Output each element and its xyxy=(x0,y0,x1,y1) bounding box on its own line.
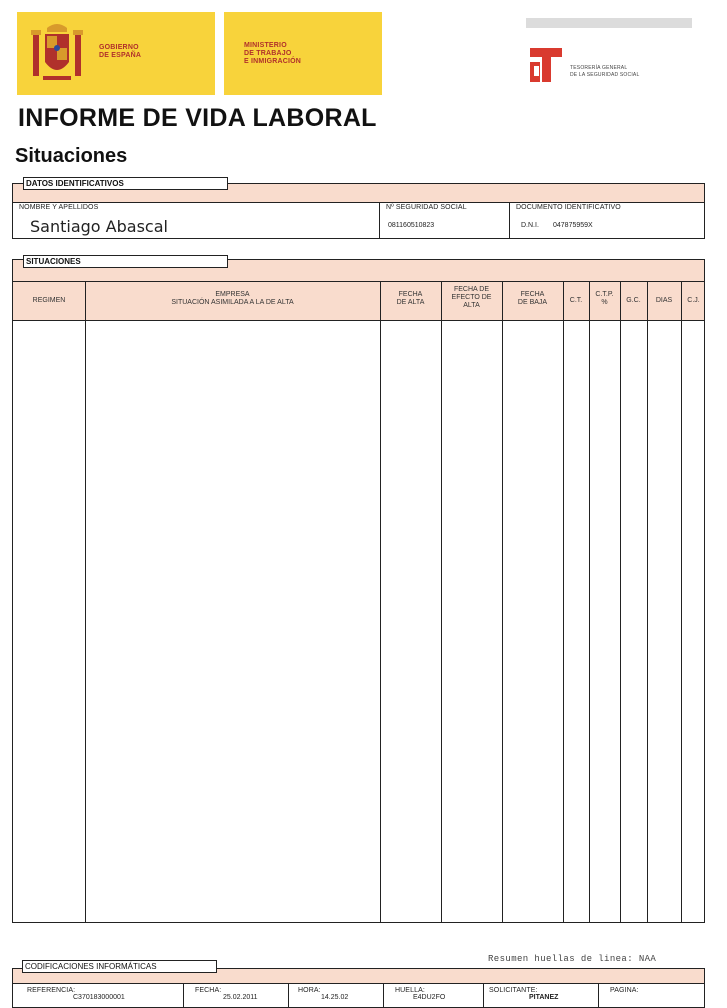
tgss-logo-icon xyxy=(530,48,564,84)
gobierno-logo-block xyxy=(17,12,215,95)
situaciones-table xyxy=(12,259,705,923)
resumen-huellas: Resumen huellas de linea: NAA xyxy=(488,954,657,964)
solicitante-value: PITANEZ xyxy=(529,994,559,1001)
ministerio-line-3: E INMIGRACIÓN xyxy=(244,58,302,65)
hora-label: HORA: xyxy=(298,987,321,994)
col-dias: DIAS xyxy=(655,297,673,304)
fecha-value: 25.02.2011 xyxy=(223,994,258,1001)
nss-label: Nº SEGURIDAD SOCIAL xyxy=(386,204,467,211)
col-cj: C.J. xyxy=(687,297,700,304)
col-fecha-baja xyxy=(502,291,563,307)
col-gc: G.C. xyxy=(626,297,641,304)
gobierno-line-2: DE ESPAÑA xyxy=(99,52,142,59)
pagina-label: PAGINA: xyxy=(610,987,639,994)
codificaciones-section xyxy=(12,968,705,1008)
nombre-label: NOMBRE Y APELLIDOS xyxy=(19,204,99,211)
page-subtitle: Situaciones xyxy=(15,145,128,167)
col-fecha-alta xyxy=(380,291,441,307)
col-regimen: REGIMEN xyxy=(32,297,66,304)
nombre-value: Santiago Abascal xyxy=(30,217,168,236)
datos-identificativos-section xyxy=(12,183,705,239)
doc-label: DOCUMENTO IDENTIFICATIVO xyxy=(516,204,621,211)
doc-type: D.N.I. xyxy=(521,222,539,229)
codificaciones-section-tag: CODIFICACIONES INFORMÁTICAS xyxy=(22,960,217,973)
fecha-label: FECHA: xyxy=(195,987,222,994)
gobierno-line-1: GOBIERNO xyxy=(99,44,139,51)
datos-section-tag: DATOS IDENTIFICATIVOS xyxy=(23,177,228,190)
hora-value: 14.25.02 xyxy=(321,994,349,1001)
col-fecha-alta-line1: FECHA xyxy=(398,291,423,298)
referencia-label: REFERENCIA: xyxy=(27,987,76,994)
col-ctp-line1: C.T.P. xyxy=(595,291,614,298)
col-fecha-alta-line2: DE ALTA xyxy=(396,299,425,306)
doc-value: 047875959X xyxy=(553,222,593,229)
referencia-value: C370183000001 xyxy=(73,994,125,1001)
tgss-line-2: DE LA SEGURIDAD SOCIAL xyxy=(570,72,640,78)
col-baja-line1: FECHA xyxy=(520,291,545,298)
ministerio-logo-block xyxy=(224,12,382,95)
huella-label: HUELLA: xyxy=(395,987,425,994)
nss-value: 081160510823 xyxy=(388,222,435,229)
tgss-line-1: TESORERÍA GENERAL xyxy=(570,65,628,71)
col-empresa xyxy=(85,291,380,307)
ministerio-line-2: DE TRABAJO xyxy=(244,50,292,57)
huella-value: E4DU2FO xyxy=(413,994,446,1001)
col-efecto-line2: EFECTO DE xyxy=(451,294,492,301)
col-empresa-line2: SITUACIÓN ASIMILADA A LA DE ALTA xyxy=(171,299,294,306)
page-title: INFORME DE VIDA LABORAL xyxy=(18,104,377,132)
col-baja-line2: DE BAJA xyxy=(517,299,548,306)
col-efecto-line1: FECHA DE xyxy=(453,286,489,293)
col-empresa-line1: EMPRESA xyxy=(215,291,250,298)
situaciones-section-tag: SITUACIONES xyxy=(23,255,228,268)
col-ctp xyxy=(589,291,620,307)
redacted-bar xyxy=(526,18,692,28)
coat-of-arms-icon xyxy=(29,22,85,88)
ministerio-line-1: MINISTERIO xyxy=(244,42,287,49)
col-ctp-line2: % xyxy=(601,299,608,306)
col-fecha-efecto xyxy=(441,286,502,310)
col-ct: C.T. xyxy=(569,297,583,304)
col-efecto-line3: ALTA xyxy=(463,302,480,309)
solicitante-label: SOLICITANTE: xyxy=(489,987,538,994)
